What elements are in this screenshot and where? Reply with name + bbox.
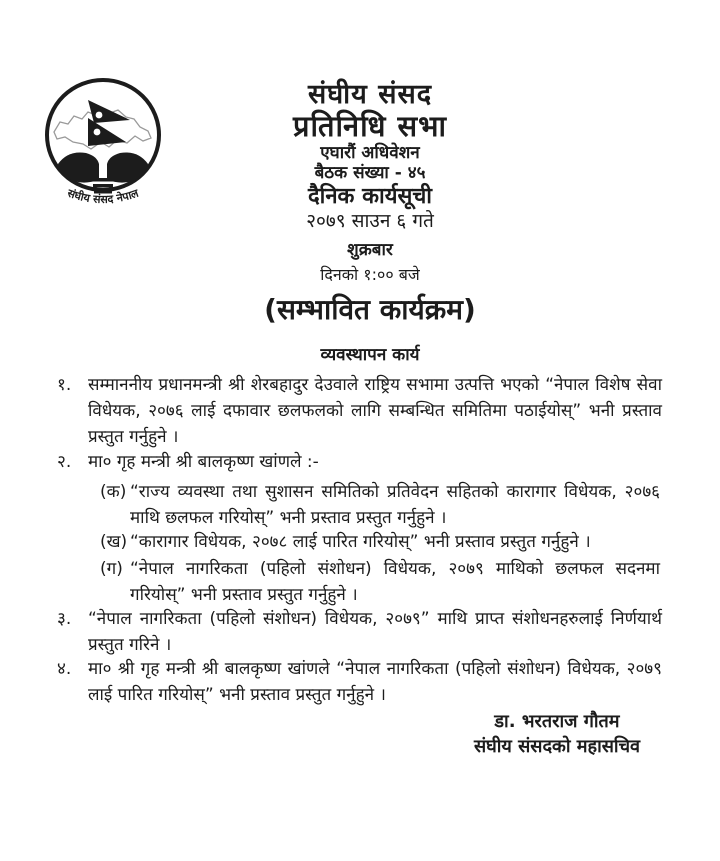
signatory-name: डा. भरतराज गौतम [494, 711, 620, 732]
subitem-text: “नेपाल नागरिकता (पहिलो संशोधन) विधेयक, २०७९ माथिको छलफल सदनमा गरियोस्” भनी प्रस्ताव प्रस्तुत गर्नुहुने । [130, 559, 660, 605]
item-text: “नेपाल नागरिकता (पहिलो संशोधन) विधेयक, २०७९” माथि प्राप्त संशोधनहरुलाई निर्णयार्थ प्रस्तुत गरिने । [88, 609, 662, 655]
agenda-date: २०७९ साउन ६ गते [306, 210, 434, 232]
agenda-weekday: शुक्रबार [347, 240, 393, 260]
agenda-subitem-ga [100, 556, 660, 608]
program-heading: (सम्भावित कार्यक्रम) [264, 293, 476, 326]
agenda-item-1 [57, 372, 662, 450]
subitem-label: (ख) [100, 532, 128, 552]
agenda-item-4 [57, 656, 662, 708]
agenda-subitem-ka [100, 479, 660, 531]
agenda-item-3 [57, 606, 662, 658]
signature-block [440, 709, 674, 759]
item-text: मा० गृह मन्त्री श्री बालकृष्ण खांणले :- [88, 452, 319, 472]
subitem-label: (ग) [100, 559, 123, 579]
section-heading: व्यवस्थापन कार्य [320, 345, 420, 365]
emblem-caption: संघीय संसद नेपाल [65, 186, 141, 207]
item-text: सम्माननीय प्रधानमन्त्री श्री शेरबहादुर देउवाले राष्ट्रिय सभामा उत्पत्ति भएको “नेपाल विशेष सेवा विधेयक, २०७६ लाई दफावार छलफलको लागि सम्बन्धित समितिमा पठाईयोस्” भनी प्रस्ताव प्रस्तुत गर्नुहुने । [88, 375, 662, 447]
agenda-time: दिनको १:०० बजे [320, 265, 420, 284]
item-number: ४. [57, 659, 72, 679]
org-name-line2: प्रतिनिधि सभा [292, 109, 448, 143]
item-text: मा० श्री गृह मन्त्री श्री बालकृष्ण खांणले “नेपाल नागरिकता (पहिलो संशोधन) विधेयक, २०७९ लाई पारित गरियोस्” भनी प्रस्ताव प्रस्तुत गर्नुहुने । [88, 659, 662, 705]
agenda-subitem-kha [100, 529, 660, 555]
subitem-text: “राज्य व्यवस्था तथा सुशासन समितिको प्रतिवेदन सहितको कारागार विधेयक, २०७६ माथि छलफल गरियोस्” भनी प्रस्ताव प्रस्तुत गर्नुहुने । [130, 482, 660, 528]
org-name-line1: संघीय संसद [307, 79, 433, 110]
document-title: दैनिक कार्यसूची [307, 184, 433, 209]
signatory-title: संघीय संसदको महासचिव [473, 736, 641, 757]
subitem-text: “कारागार विधेयक, २०७८ लाई पारित गरियोस्” भनी प्रस्ताव प्रस्तुत गर्नुहुने । [130, 532, 591, 552]
item-number: १. [57, 375, 72, 395]
agenda-item-2 [57, 449, 662, 475]
item-number: ३. [57, 609, 72, 629]
meeting-number: बैठक संख्या - ४५ [314, 163, 426, 183]
item-number: २. [57, 452, 72, 472]
subitem-label: (क) [100, 482, 127, 502]
session-line: एघारौं अधिवेशन [320, 143, 420, 163]
